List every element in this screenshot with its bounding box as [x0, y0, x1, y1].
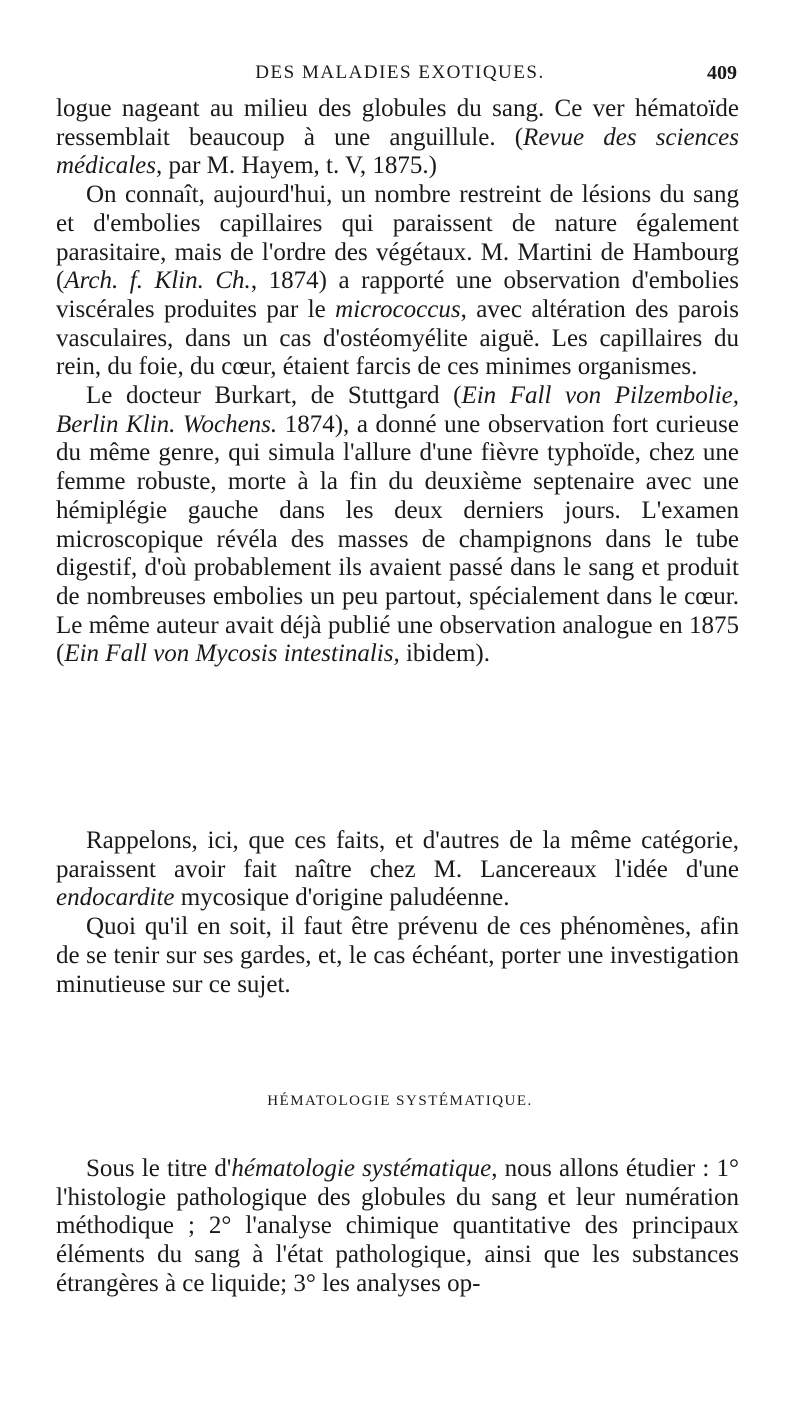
running-title: DES MALADIES EXOTIQUES. — [255, 62, 545, 83]
page-number: 409 — [707, 62, 737, 84]
section-heading: HÉMATOLOGIE SYSTÉMATIQUE. — [267, 1093, 533, 1109]
paragraph: Sous le titre d'hématologie systématique, nous allons étudier : 1° l'histologie pathologique des globules du sang et leur numération méthodique ; 2° l'analyse chimique quantitative des principaux éléments du sang à l'état pathologique, ainsi que les substances étrangères à ce liquide; 3° les analyses op- — [56, 1155, 739, 1297]
text-block-1 — [56, 95, 739, 669]
paragraph: Rappelons, ici, que ces faits, et d'autres de la même catégorie, paraissent avoir fait naître chez M. Lancereaux l'idée d'une endocardite mycosique d'origine paludéenne. — [56, 827, 739, 912]
text-block-3 — [56, 1155, 739, 1299]
paragraph: Le docteur Burkart, de Stuttgard (Ein Fall von Pilzembolie, Berlin Klin. Wochens. 1874), a donné une observation fort curieuse du même genre, qui simula l'allure d'une fièvre typhoïde, chez une femme robuste, morte à la fin du deuxième septenaire avec une hémiplégie gauche dans les deux derniers jours. L'examen microscopique révéla des masses de champignons dans le tube digestif, d'où probablement ils avaient passé dans le sang et produit de nombreuses embolies un peu partout, spécialement dans le cœur. Le même auteur avait déjà publié une observation analogue en 1875 (Ein Fall von Mycosis intestinalis, ibidem). — [56, 382, 739, 668]
running-header — [0, 62, 800, 92]
text-block-2 — [56, 827, 739, 999]
paragraph: Quoi qu'il en soit, il faut être prévenu de ces phénomènes, afin de se tenir sur ses gardes, et, le cas échéant, porter une investigation minutieuse sur ce sujet. — [56, 913, 739, 998]
paragraph: On connaît, aujourd'hui, un nombre restreint de lésions du sang et d'embolies capillaires qui paraissent de nature également parasitaire, mais de l'ordre des végétaux. M. Martini de Hambourg (Arch. f. Klin. Ch., 1874) a rapporté une observation d'embolies viscérales produites par le micrococcus, avec altération des parois vasculaires, dans un cas d'ostéomyélite aiguë. Les capillaires du rein, du foie, du cœur, étaient farcis de ces minimes organismes. — [56, 181, 739, 381]
paragraph: logue nageant au milieu des globules du sang. Ce ver hématoïde ressemblait beaucoup à une anguillule. (Revue des sciences médicales, par M. Hayem, t. V, 1875.) — [56, 95, 739, 180]
